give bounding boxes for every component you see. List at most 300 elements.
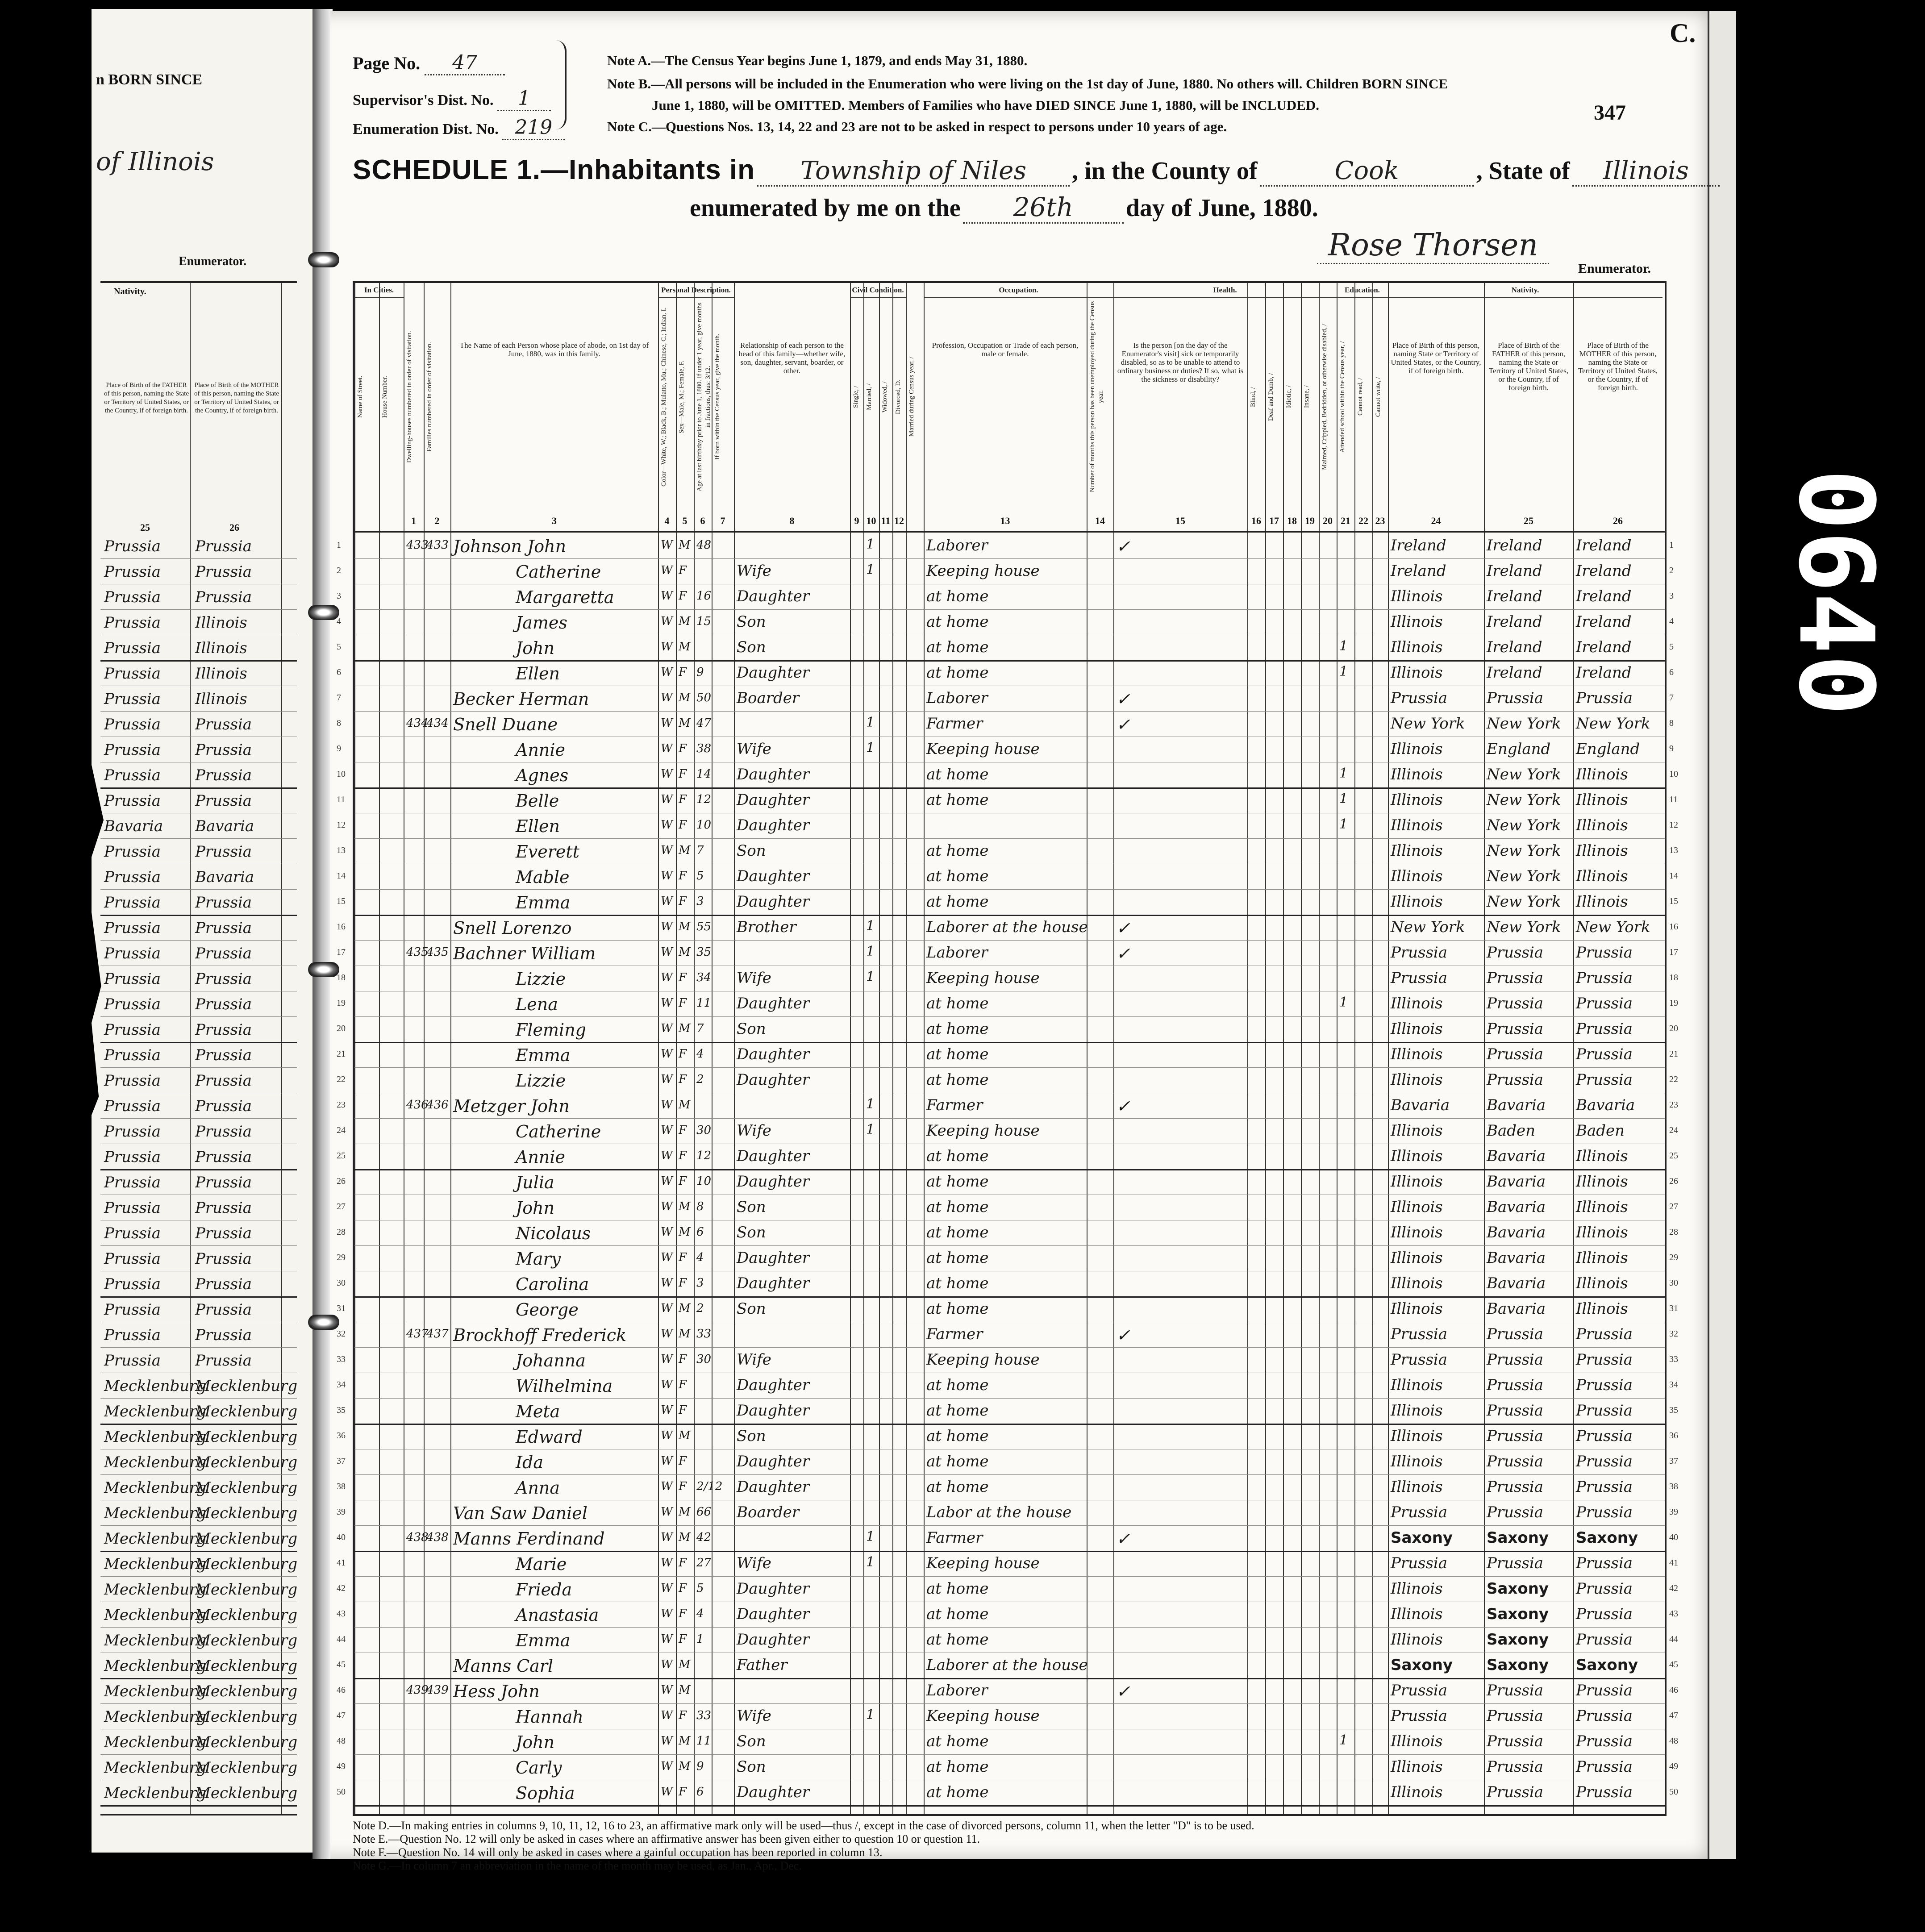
person-name: Marie (516, 1554, 567, 1574)
row-number: 14 (337, 871, 346, 881)
row-number: 25 (337, 1151, 346, 1161)
row-number: 9 (1669, 744, 1674, 754)
column-header-c11: Single, / (852, 386, 859, 408)
relationship-value: Son (737, 1427, 766, 1445)
father-birthplace-value: Prussia (1487, 1554, 1544, 1572)
row-divider (354, 838, 1665, 839)
birthplace-value: Illinois (1391, 1147, 1443, 1165)
person-name: George (516, 1300, 579, 1320)
book-gutter (312, 9, 330, 1859)
column-divider (1283, 283, 1284, 1814)
occupation-value: at home (926, 1071, 989, 1089)
father-birthplace-value: Bavaria (1487, 1198, 1546, 1216)
column-number: 14 (1095, 515, 1105, 526)
color-value: W (661, 895, 673, 908)
group-header-in_cities: In Cities. (354, 286, 404, 298)
sex-value: M (679, 1505, 691, 1519)
father-birthplace-value: New York (1487, 918, 1561, 936)
age-value: 12 (696, 793, 712, 806)
relationship-value: Daughter (737, 1631, 810, 1649)
father-birthplace-value: Saxony (1487, 1580, 1549, 1598)
relationship-value: Daughter (737, 1376, 810, 1394)
age-value: 27 (696, 1556, 712, 1570)
color-value: W (661, 1022, 673, 1035)
left-nativity-grid (100, 281, 297, 1815)
sex-value: F (679, 996, 687, 1010)
relationship-value: Daughter (737, 867, 810, 885)
row-divider (354, 1551, 1665, 1552)
father-birthplace-value: Baden (1487, 1122, 1536, 1140)
left-mother-birthplace: Mecklenburg (195, 1759, 298, 1777)
left-father-birthplace: Mecklenburg (104, 1555, 207, 1573)
column-header-c23: Maimed, Crippled, Bedridden, or otherwise disabled, / (1321, 324, 1328, 470)
binding-ring-icon (308, 605, 339, 620)
column-header-c22: Insane, / (1303, 385, 1310, 408)
married-mark: 1 (866, 537, 875, 552)
occupation-value: at home (926, 1580, 989, 1598)
person-name: Carly (516, 1758, 562, 1778)
mother-birthplace-value: Saxony (1576, 1656, 1638, 1674)
mother-birthplace-value: New York (1576, 715, 1650, 733)
sex-value: M (679, 1658, 691, 1671)
row-number: 12 (337, 820, 346, 830)
birthplace-value: Illinois (1391, 1274, 1443, 1292)
footnotes (353, 1819, 1647, 1873)
enumerated-prefix: enumerated by me on the (690, 194, 961, 222)
row-number: 24 (1669, 1125, 1678, 1135)
left-mother-birthplace: Mecklenburg (195, 1708, 298, 1726)
birthplace-value: Prussia (1391, 944, 1448, 962)
color-value: W (661, 1302, 673, 1315)
row-number: 8 (1669, 718, 1674, 728)
left-col26-head: Place of Birth of the MOTHER of this person, naming the State or Territory of United States, or the Country, if of foreign birth. (194, 382, 279, 414)
row-number: 49 (1669, 1761, 1678, 1771)
row-number: 34 (1669, 1380, 1678, 1390)
birthplace-value: Illinois (1391, 1478, 1443, 1496)
left-mother-birthplace: Mecklenburg (195, 1581, 298, 1599)
column-number: 18 (1287, 515, 1297, 526)
left-mother-birthplace: Prussia (195, 1046, 252, 1064)
row-number: 6 (337, 667, 341, 677)
row-number: 2 (337, 566, 341, 575)
relationship-value: Daughter (737, 791, 810, 809)
row-number: 47 (337, 1711, 346, 1720)
note-g: Note G.—In column 7 an abbreviation in the name of the month may be used, as Jan., Apr., Dec. (353, 1859, 802, 1872)
dwelling-number: 439 (406, 1683, 429, 1697)
left-father-birthplace: Mecklenburg (104, 1453, 207, 1471)
mother-birthplace-value: Saxony (1576, 1529, 1638, 1547)
column-number: 25 (1524, 515, 1533, 526)
relationship-value: Daughter (737, 995, 810, 1012)
birthplace-value: Ireland (1391, 537, 1446, 554)
column-number: 6 (700, 515, 705, 526)
mother-birthplace-value: Prussia (1576, 1351, 1633, 1369)
family-number: 439 (426, 1683, 449, 1697)
column-divider (863, 283, 864, 1814)
column-divider (879, 283, 880, 1814)
birthplace-value: Illinois (1391, 1045, 1443, 1063)
mother-birthplace-value: Illinois (1576, 867, 1628, 885)
mother-birthplace-value: Prussia (1576, 944, 1633, 962)
father-birthplace-value: Prussia (1487, 1682, 1544, 1699)
person-name: Catherine (516, 1122, 601, 1141)
mother-birthplace-value: Prussia (1576, 1020, 1633, 1038)
column-header-c27: Place of Birth of this person, naming State or Territory of United States, or the Country, if of foreign birth. (1391, 341, 1481, 375)
column-header-c16: Profession, Occupation or Trade of each person, male or female. (932, 341, 1079, 358)
left-mother-birthplace: Mecklenburg (195, 1784, 298, 1802)
school-mark: 1 (1339, 664, 1348, 679)
row-divider (354, 787, 1665, 789)
person-name: Manns Carl (453, 1656, 554, 1676)
mother-birthplace-value: Prussia (1576, 969, 1633, 987)
color-value: W (661, 1353, 673, 1366)
sex-value: M (679, 1429, 691, 1442)
column-header-c5: The Name of each Person whose place of abode, on 1st day of June, 1880, was in this family. (459, 341, 649, 358)
person-name: John (516, 1732, 555, 1752)
person-name: Annie (516, 1147, 566, 1167)
color-value: W (661, 1378, 673, 1391)
occupation-value: Laborer (926, 537, 988, 554)
row-number: 31 (1669, 1303, 1678, 1313)
person-name: Metzger John (453, 1096, 570, 1116)
occupation-value: Laborer at the house (926, 918, 1088, 936)
column-header-c4: Families numbered in order of visitation. (426, 342, 433, 452)
state-label: , State of (1476, 157, 1570, 185)
mother-birthplace-value: Illinois (1576, 1198, 1628, 1216)
column-divider (1484, 283, 1485, 1814)
birthplace-value: Illinois (1391, 1224, 1443, 1241)
birthplace-value: Illinois (1391, 1580, 1443, 1598)
occupation-value: Farmer (926, 1325, 983, 1343)
column-divider (1319, 283, 1320, 1814)
color-value: W (661, 742, 673, 755)
person-name: Catherine (516, 562, 601, 582)
father-birthplace-value: New York (1487, 766, 1561, 783)
birthplace-value: Illinois (1391, 1071, 1443, 1089)
person-name: Wilhelmina (516, 1376, 613, 1396)
sex-value: F (679, 1454, 687, 1468)
relationship-value: Daughter (737, 1453, 810, 1470)
relationship-value: Daughter (737, 1605, 810, 1623)
supervisor-field (353, 87, 551, 111)
color-value: W (661, 716, 673, 730)
age-value: 48 (696, 538, 712, 552)
occupation-value: at home (926, 1631, 989, 1649)
row-number: 48 (1669, 1736, 1678, 1746)
married-mark: 1 (866, 1096, 875, 1112)
left-father-birthplace: Mecklenburg (104, 1759, 207, 1777)
left-mother-birthplace: Prussia (195, 741, 252, 759)
father-birthplace-value: Bavaria (1487, 1300, 1546, 1318)
left-mother-birthplace: Prussia (195, 1174, 252, 1191)
father-birthplace-value: Prussia (1487, 1427, 1544, 1445)
occupation-value: Farmer (926, 715, 983, 733)
column-number: 7 (720, 515, 725, 526)
married-mark: 1 (866, 740, 875, 756)
person-name: Nicolaus (516, 1224, 591, 1243)
father-birthplace-value: New York (1487, 867, 1561, 885)
row-divider (354, 1703, 1665, 1704)
color-value: W (661, 1658, 673, 1671)
relationship-value: Son (737, 638, 766, 656)
color-value: W (661, 767, 673, 781)
mother-birthplace-value: Prussia (1576, 1707, 1633, 1725)
occupation-value: at home (926, 791, 989, 809)
person-name: Fleming (516, 1020, 586, 1040)
row-number: 23 (1669, 1100, 1678, 1110)
mother-birthplace-value: Prussia (1576, 1631, 1633, 1649)
left-father-birthplace: Prussia (104, 716, 161, 733)
sex-value: M (679, 1683, 691, 1697)
left-state: of Illinois (96, 147, 214, 176)
left-father-birthplace: Prussia (104, 1046, 161, 1064)
relationship-value: Daughter (737, 1478, 810, 1496)
mother-birthplace-value: Illinois (1576, 842, 1628, 860)
mother-birthplace-value: Illinois (1576, 1274, 1628, 1292)
left-father-birthplace: Mecklenburg (104, 1403, 207, 1420)
column-header-c17: Number of months this person has been unemployed during the Census year. (1089, 301, 1104, 493)
column-number: 23 (1375, 515, 1385, 526)
left-father-birthplace: Prussia (104, 766, 161, 784)
state-value: Illinois (1572, 156, 1720, 187)
person-name: Emma (516, 893, 571, 912)
sex-value: M (679, 1760, 691, 1773)
mother-birthplace-value: Prussia (1576, 1605, 1633, 1623)
school-mark: 1 (1339, 995, 1348, 1010)
occupation-value: Laborer (926, 1682, 988, 1699)
left-mother-birthplace: Mecklenburg (195, 1657, 298, 1675)
person-name: Hess John (453, 1682, 540, 1701)
note-f: Note F.—Question No. 14 will only be asked in cases where a gainful occupation has been reported in column 13. (353, 1846, 883, 1859)
school-mark: 1 (1339, 816, 1348, 832)
row-divider (354, 1118, 1665, 1119)
row-number: 17 (1669, 947, 1678, 957)
birthplace-value: Illinois (1391, 1300, 1443, 1318)
group-header-personal: Personal Description. (658, 286, 734, 298)
age-value: 6 (696, 1785, 704, 1799)
dwelling-number: 433 (406, 538, 429, 552)
row-number: 45 (337, 1660, 346, 1670)
father-birthplace-value: England (1487, 740, 1551, 758)
occupation-value: at home (926, 1605, 989, 1623)
column-divider (734, 283, 735, 1814)
row-number: 4 (337, 616, 341, 626)
occupation-value: Keeping house (926, 562, 1040, 580)
birthplace-value: Saxony (1391, 1656, 1453, 1674)
left-mother-birthplace: Prussia (195, 1250, 252, 1268)
mother-birthplace-value: Prussia (1576, 1045, 1633, 1063)
page-no-label: Page No. (353, 53, 421, 73)
row-number: 41 (1669, 1558, 1678, 1568)
row-number: 5 (1669, 642, 1674, 652)
color-value: W (661, 538, 673, 552)
age-value: 34 (696, 971, 712, 984)
school-mark: 1 (1339, 766, 1348, 781)
married-mark: 1 (866, 918, 875, 934)
age-value: 4 (696, 1251, 704, 1264)
father-birthplace-value: Prussia (1487, 1325, 1544, 1343)
column-header-c12: Married, / (866, 383, 873, 410)
birthplace-value: Illinois (1391, 1605, 1443, 1623)
color-value: W (661, 1403, 673, 1417)
row-number: 21 (1669, 1049, 1678, 1059)
row-number: 26 (1669, 1176, 1678, 1186)
family-number: 435 (426, 945, 449, 959)
mother-birthplace-value: Ireland (1576, 638, 1632, 656)
row-number: 31 (337, 1303, 346, 1313)
mother-birthplace-value: Prussia (1576, 995, 1633, 1012)
father-birthplace-value: Prussia (1487, 1402, 1544, 1420)
color-value: W (661, 564, 673, 577)
page-no-value: 47 (425, 51, 505, 75)
age-value: 38 (696, 742, 712, 755)
married-mark: 1 (866, 1529, 875, 1545)
color-value: W (661, 1505, 673, 1519)
row-number: 9 (337, 744, 341, 754)
health-mark: ✓ (1116, 918, 1130, 938)
left-father-birthplace: Mecklenburg (104, 1504, 207, 1522)
occupation-value: at home (926, 1427, 989, 1445)
color-value: W (661, 1429, 673, 1442)
occupation-value: at home (926, 1249, 989, 1267)
sex-value: F (679, 1174, 687, 1188)
occupation-value: at home (926, 1045, 989, 1063)
relationship-value: Son (737, 1020, 766, 1038)
birthplace-value: Illinois (1391, 842, 1443, 860)
left-mother-birthplace: Mecklenburg (195, 1530, 298, 1548)
birthplace-value: Illinois (1391, 613, 1443, 631)
birthplace-value: New York (1391, 918, 1465, 936)
row-number: 3 (1669, 591, 1674, 601)
mother-birthplace-value: Prussia (1576, 1402, 1633, 1420)
occupation-value: at home (926, 1376, 989, 1394)
row-number: 7 (1669, 693, 1674, 703)
mother-birthplace-value: Illinois (1576, 791, 1628, 809)
sex-value: M (679, 1200, 691, 1213)
mother-birthplace-value: Prussia (1576, 1682, 1633, 1699)
row-number: 20 (1669, 1024, 1678, 1033)
left-mother-birthplace: Bavaria (195, 817, 254, 835)
row-number: 32 (1669, 1329, 1678, 1339)
left-father-birthplace: Mecklenburg (104, 1632, 207, 1649)
row-number: 39 (1669, 1507, 1678, 1517)
occupation-value: Keeping house (926, 1351, 1040, 1369)
color-value: W (661, 869, 673, 883)
census-table (337, 281, 1678, 1816)
relationship-value: Daughter (737, 1580, 810, 1598)
mother-birthplace-value: Prussia (1576, 1758, 1633, 1776)
left-enumerator-label: Enumerator. (179, 254, 247, 268)
row-number: 11 (337, 795, 346, 804)
column-number: 16 (1251, 515, 1261, 526)
group-header-health: Health. (1113, 286, 1337, 298)
sex-value: F (679, 971, 687, 984)
left-father-birthplace: Mecklenburg (104, 1428, 207, 1446)
row-number: 13 (1669, 845, 1678, 855)
column-number: 17 (1269, 515, 1279, 526)
person-name: Snell Lorenzo (453, 918, 572, 938)
row-number: 39 (337, 1507, 346, 1517)
row-divider (354, 1016, 1665, 1017)
row-number: 23 (337, 1100, 346, 1110)
family-number: 434 (426, 716, 449, 730)
occupation-value: at home (926, 893, 989, 911)
occupation-value: Keeping house (926, 969, 1040, 987)
color-value: W (661, 1047, 673, 1061)
binding-ring-icon (308, 1315, 339, 1330)
father-birthplace-value: Bavaria (1487, 1173, 1546, 1191)
row-number: 30 (1669, 1278, 1678, 1288)
occupation-value: Keeping house (926, 1707, 1040, 1725)
column-number: 11 (881, 515, 891, 526)
occupation-value: at home (926, 1224, 989, 1241)
health-mark: ✓ (1116, 1682, 1130, 1701)
birthplace-value: Prussia (1391, 1351, 1448, 1369)
left-father-birthplace: Prussia (104, 1352, 161, 1370)
page-no-field (353, 51, 505, 75)
left-father-birthplace: Prussia (104, 690, 161, 708)
birthplace-value: Illinois (1391, 587, 1443, 605)
occupation-value: Laborer (926, 944, 988, 962)
row-number: 41 (337, 1558, 346, 1568)
mother-birthplace-value: Prussia (1576, 1071, 1633, 1089)
left-father-birthplace: Prussia (104, 1250, 161, 1268)
person-name: Johanna (516, 1351, 586, 1370)
left-mother-birthplace: Mecklenburg (195, 1632, 298, 1649)
birthplace-value: Illinois (1391, 1631, 1443, 1649)
person-name: Manns Ferdinand (453, 1529, 605, 1549)
father-birthplace-value: Prussia (1487, 1758, 1544, 1776)
person-name: Everett (516, 842, 579, 862)
sex-value: F (679, 742, 687, 755)
occupation-value: at home (926, 1478, 989, 1496)
column-number: 5 (682, 515, 688, 526)
occupation-value: at home (926, 638, 989, 656)
mother-birthplace-value: Illinois (1576, 1173, 1628, 1191)
left-father-birthplace: Mecklenburg (104, 1733, 207, 1751)
row-number: 8 (337, 718, 341, 728)
mother-birthplace-value: Ireland (1576, 537, 1632, 554)
row-number: 18 (1669, 973, 1678, 983)
row-number: 13 (337, 845, 346, 855)
column-header-c26: Cannot write, / (1375, 377, 1382, 417)
age-value: 9 (696, 666, 704, 679)
column-divider (1388, 283, 1389, 1814)
county-label: , in the County of (1072, 157, 1258, 185)
relationship-value: Son (737, 613, 766, 631)
row-number: 7 (337, 693, 341, 703)
sex-value: F (679, 1124, 687, 1137)
column-divider (354, 283, 355, 1814)
color-value: W (661, 691, 673, 704)
person-name: Mable (516, 867, 570, 887)
birthplace-value: Illinois (1391, 638, 1443, 656)
father-birthplace-value: Prussia (1487, 1453, 1544, 1470)
person-name: Belle (516, 791, 559, 811)
father-birthplace-value: Bavaria (1487, 1249, 1546, 1267)
mother-birthplace-value: Ireland (1576, 664, 1632, 682)
age-value: 9 (696, 1760, 704, 1773)
column-number: 26 (1613, 515, 1623, 526)
row-number: 27 (1669, 1202, 1678, 1212)
age-value: 4 (696, 1047, 704, 1061)
relationship-value: Daughter (737, 587, 810, 605)
row-number: 38 (337, 1482, 346, 1491)
age-value: 2/12 (696, 1480, 723, 1493)
mother-birthplace-value: Ireland (1576, 587, 1632, 605)
note-c: Note C.—Questions Nos. 13, 14, 22 and 23 are not to be asked in respect to persons under 10 years of age. (607, 119, 1227, 134)
left-father-birthplace: Mecklenburg (104, 1530, 207, 1548)
